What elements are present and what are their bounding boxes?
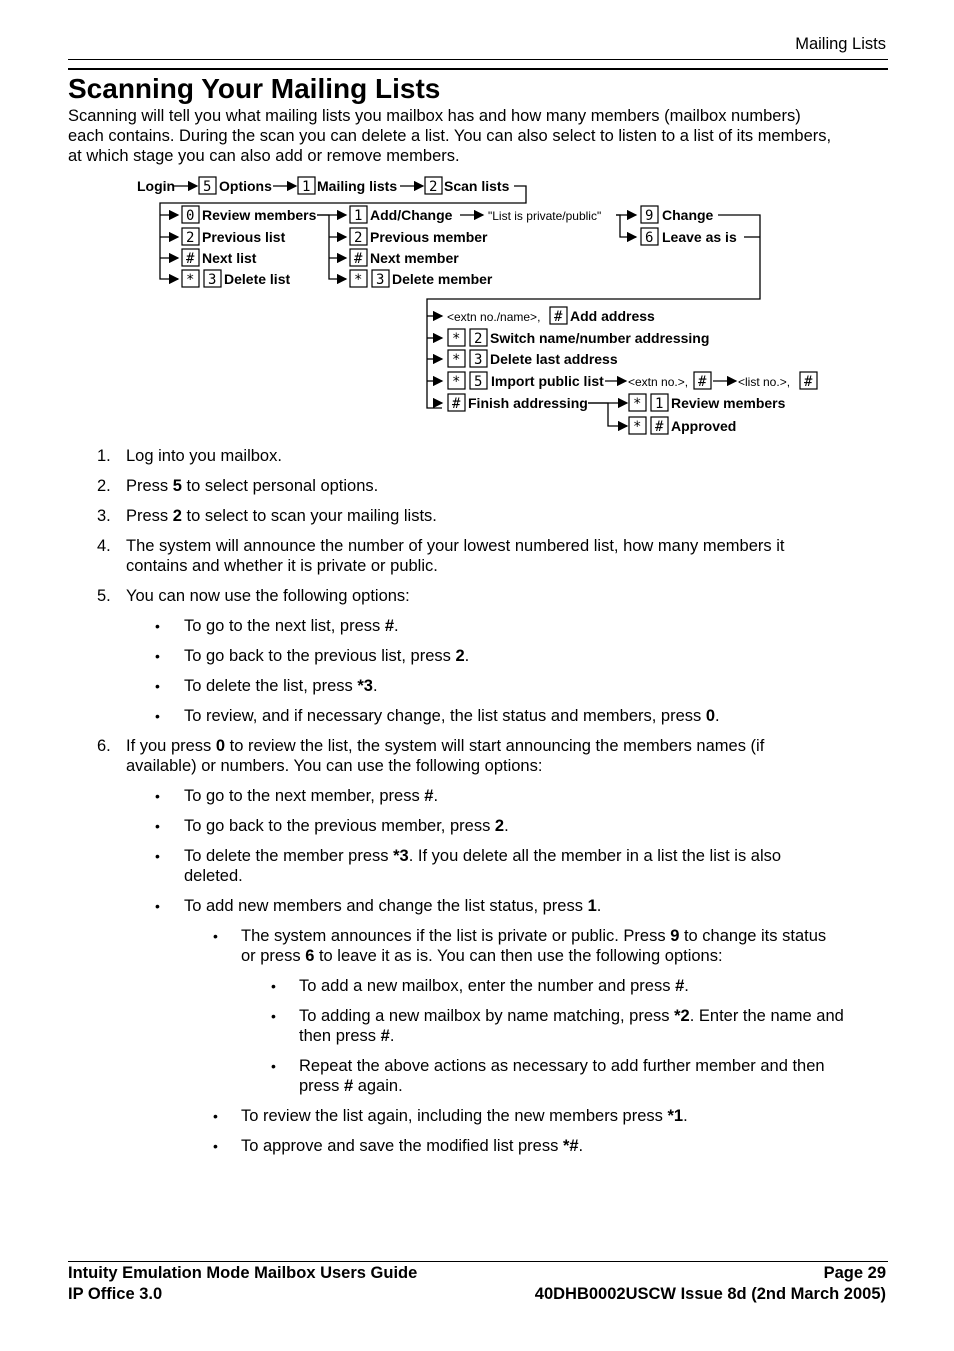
dg-add-address: Add address: [570, 308, 655, 324]
dg-key: #: [655, 419, 664, 435]
dg-key: 3: [376, 272, 385, 288]
dg-key: 5: [474, 374, 483, 390]
dg-key: *: [354, 272, 363, 288]
dg-key: *: [452, 352, 461, 368]
dg-key: #: [698, 374, 707, 390]
dg-mailing-lists: Mailing lists: [317, 178, 398, 194]
bullet-text: To review the list again, including the new members press *1.: [241, 1107, 688, 1125]
bullet: •: [155, 648, 160, 664]
dg-key: *: [452, 374, 461, 390]
header-rule: [68, 59, 888, 60]
step-text: You can now use the following options:: [126, 587, 410, 605]
dg-previous-list: Previous list: [202, 229, 286, 245]
dg-delete-last: Delete last address: [490, 351, 618, 367]
bullet-text: To delete the list, press *3.: [184, 677, 378, 695]
step-text: The system will announce the number of your lowest numbered list, how many members it: [126, 537, 785, 555]
dg-key: *: [633, 419, 642, 435]
bullet-text: The system announces if the list is private or public. Press 9 to change its status: [241, 927, 827, 945]
bullet-text: Repeat the above actions as necessary to add further member and then: [299, 1057, 825, 1075]
bullet-text: To go to the next list, press #.: [184, 617, 399, 635]
bullet: •: [155, 898, 160, 914]
bullet-text: To go back to the previous member, press 2.: [184, 817, 509, 835]
bullet-text: To add a new mailbox, enter the number and press #.: [299, 977, 689, 995]
dg-key: 1: [655, 396, 664, 412]
bullet-text: To add new members and change the list status, press 1.: [184, 897, 602, 915]
dg-finish-addressing: Finish addressing: [468, 395, 588, 411]
step-text: If you press 0 to review the list, the system will start announcing the members names (if: [126, 737, 765, 755]
dg-key: 5: [203, 179, 212, 195]
step-text: Press 5 to select personal options.: [126, 477, 379, 495]
step-text-cont: available) or numbers. You can use the following options:: [126, 757, 543, 775]
bullet: •: [155, 708, 160, 724]
dg-options: Options: [219, 178, 272, 194]
footer-product: IP Office 3.0: [68, 1285, 163, 1303]
dg-import-public: Import public list: [491, 373, 604, 389]
dg-leave-as-is: Leave as is: [662, 229, 737, 245]
header-rule-thick: [68, 68, 888, 70]
dg-login: Login: [137, 178, 176, 194]
dg-next-member: Next member: [370, 250, 459, 266]
dg-approved: Approved: [671, 418, 737, 434]
dg-review-members-2: Review members: [671, 395, 786, 411]
bullet-text: To review, and if necessary change, the list status and members, press 0.: [184, 707, 720, 725]
bullet-text: To approve and save the modified list press *#.: [241, 1137, 584, 1155]
step-number: 3.: [97, 507, 111, 525]
dg-key: #: [186, 251, 195, 267]
bullet-text-cont: then press #.: [299, 1027, 395, 1045]
step-text-cont: contains and whether it is private or public.: [126, 557, 438, 575]
step-number: 4.: [97, 537, 111, 555]
bullet-text-cont: deleted.: [184, 867, 243, 885]
bullet: •: [155, 618, 160, 634]
bullet: •: [213, 1108, 218, 1124]
dg-key: 6: [645, 230, 654, 246]
footer-page-number: Page 29: [823, 1264, 886, 1282]
bullet: •: [271, 1058, 276, 1074]
dg-list-no: <list no.>,: [738, 375, 791, 389]
bullet: •: [155, 788, 160, 804]
dg-change: Change: [662, 207, 714, 223]
step-number: 6.: [97, 737, 111, 755]
dg-key: 1: [302, 179, 311, 195]
step-number: 2.: [97, 477, 111, 495]
footer-doc-id: 40DHB0002USCW Issue 8d (2nd March 2005): [534, 1285, 886, 1303]
dg-key: #: [554, 309, 563, 325]
bullet: •: [213, 1138, 218, 1154]
dg-key: 3: [474, 352, 483, 368]
dg-extn-name: <extn no./name>,: [447, 310, 541, 324]
dg-next-list: Next list: [202, 250, 257, 266]
bullet-text: To go to the next member, press #.: [184, 787, 439, 805]
bullet: •: [155, 848, 160, 864]
dg-add-change: Add/Change: [370, 207, 453, 223]
dg-extn-no: <extn no.>,: [628, 375, 689, 389]
running-header: Mailing Lists: [795, 35, 886, 53]
dg-key: 1: [354, 208, 363, 224]
dg-key: 2: [186, 230, 195, 246]
flow-diagram: [130, 172, 830, 440]
dg-key: #: [804, 374, 813, 390]
dg-delete-member: Delete member: [392, 271, 493, 287]
dg-key: #: [452, 396, 461, 412]
bullet: •: [155, 818, 160, 834]
bullet: •: [271, 978, 276, 994]
dg-key: 9: [645, 208, 654, 224]
step-number: 5.: [97, 587, 111, 605]
bullet-text: To adding a new mailbox by name matching, press *2. Enter the name and: [299, 1007, 844, 1025]
bullet-text-cont: press # again.: [299, 1077, 403, 1095]
bullet: •: [155, 678, 160, 694]
step-number: 1.: [97, 447, 111, 465]
dg-key: 2: [474, 331, 483, 347]
dg-review-members: Review members: [202, 207, 317, 223]
step-text: Press 2 to select to scan your mailing lists.: [126, 507, 437, 525]
bullet-text-cont: or press 6 to leave it as is. You can then use the following options:: [241, 947, 723, 965]
footer-guide-title: Intuity Emulation Mode Mailbox Users Guide: [68, 1264, 418, 1282]
dg-key: 2: [354, 230, 363, 246]
step-text: Log into you mailbox.: [126, 447, 282, 465]
dg-previous-member: Previous member: [370, 229, 488, 245]
dg-key: *: [186, 272, 195, 288]
dg-key: *: [452, 331, 461, 347]
dg-key: #: [354, 251, 363, 267]
bullet: •: [213, 928, 218, 944]
dg-delete-list: Delete list: [224, 271, 291, 287]
dg-key: 3: [208, 272, 217, 288]
bullet-text: To delete the member press *3. If you delete all the member in a list the list is also: [184, 847, 782, 865]
footer-rule: [68, 1261, 888, 1262]
page-title: Scanning Your Mailing Lists: [68, 73, 441, 104]
dg-key: 0: [186, 208, 195, 224]
bullet: •: [271, 1008, 276, 1024]
dg-switch-addressing: Switch name/number addressing: [490, 330, 710, 346]
dg-key: *: [633, 396, 642, 412]
dg-list-status: "List is private/public": [488, 209, 602, 223]
intro-paragraph: Scanning will tell you what mailing lists you mailbox has and how many members (mailbox numbers) each contains. During the scan you can delete a list. You can also select to listen to a list of its members, at which stage you can also add or remove members.: [68, 107, 832, 165]
dg-key: 2: [429, 179, 438, 195]
bullet-text: To go back to the previous list, press 2.: [184, 647, 470, 665]
dg-scan-lists: Scan lists: [444, 178, 510, 194]
